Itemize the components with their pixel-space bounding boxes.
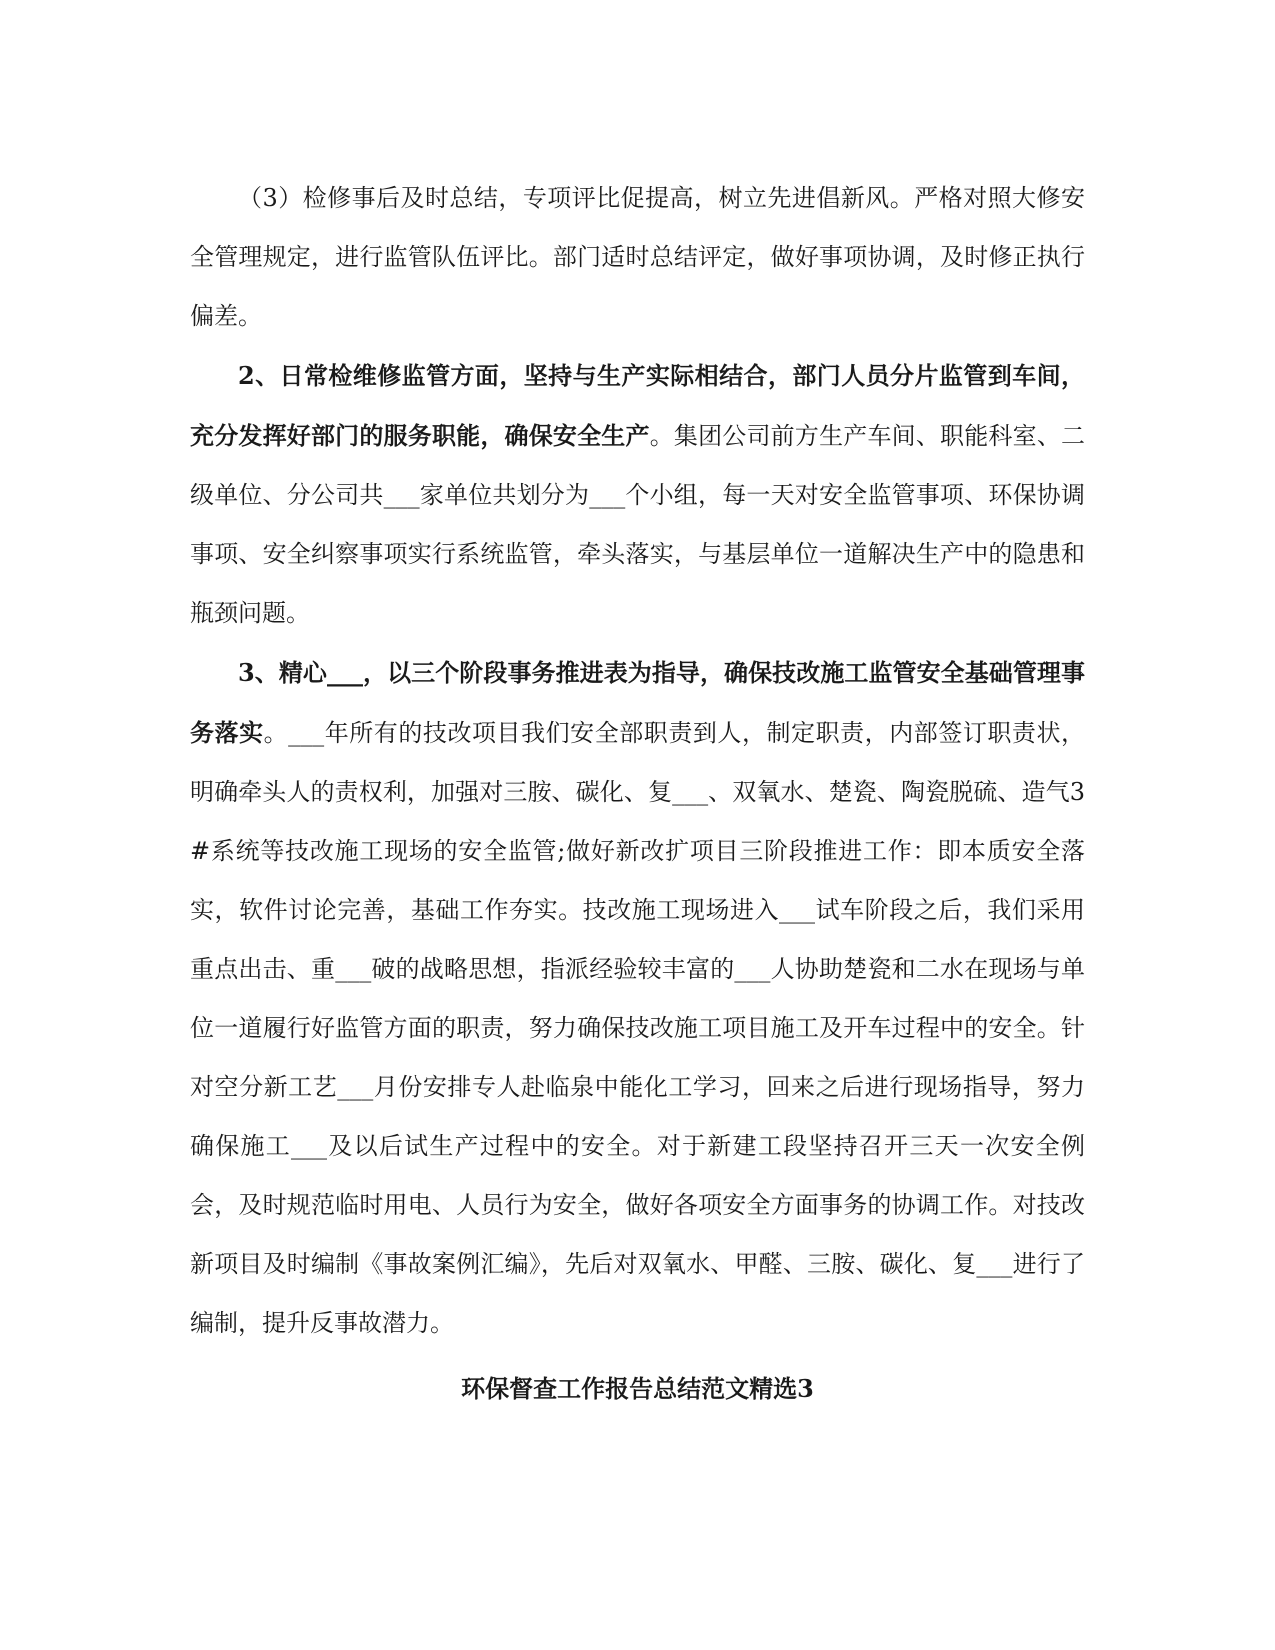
paragraph-2 (190, 346, 1085, 643)
document-body (190, 168, 1085, 1418)
paragraph-1 (190, 168, 1085, 346)
paragraph-3 (190, 643, 1085, 1353)
paragraph-1-text: （3）检修事后及时总结，专项评比促提高，树立先进倡新风。严格对照大修安全管理规定，进行监管队伍评比。部门适时总结评定，做好事项协调，及时修正执行偏差。 (190, 184, 1085, 330)
section-title: 环保督查工作报告总结范文精选3 (461, 1374, 814, 1403)
paragraph-3-lead: 3、精心___，以三个阶段事务推进表为指导，确保技改施工监管安全基础管理事务落实 (190, 658, 1085, 747)
paragraph-3-text: 。___年所有的技改项目我们安全部职责到人，制定职责，内部签订职责状，明确牵头人的责权利，加强对三胺、碳化、复___、双氧水、楚瓷、陶瓷脱硫、造气3#系统等技改施工现场的安全监管;做好新改扩项目三阶段推进工作：即本质安全落实，软件讨论完善，基础工作夯实。技改施工现场进入___试车阶段之后，我们采用重点出击、重___破的战略思想，指派经验较丰富的___人协助楚瓷和二水在现场与单位一道履行好监管方面的职责，努力确保技改施工项目施工及开车过程中的安全。针对空分新工艺___月份安排专人赴临泉中能化工学习，回来之后进行现场指导，努力确保施工___及以后试生产过程中的安全。对于新建工段坚持召开三天一次安全例会，及时规范临时用电、人员行为安全，做好各项安全方面事务的协调工作。对技改新项目及时编制《事故案例汇编》，先后对双氧水、甲醛、三胺、碳化、复___进行了编制，提升反事故潜力。 (190, 719, 1086, 1337)
paragraph-2-lead: 2、日常检维修监管方面，坚持与生产实际相结合，部门人员分片监管到车间，充分发挥好部门的服务职能，确保安全生产 (190, 361, 1085, 450)
paragraph-2-text: 。集团公司前方生产车间、职能科室、二级单位、分公司共___家单位共划分为___个小组，每一天对安全监管事项、环保协调事项、安全纠察事项实行系统监管，牵头落实，与基层单位一道解决生产中的隐患和瓶颈问题。 (190, 422, 1086, 627)
